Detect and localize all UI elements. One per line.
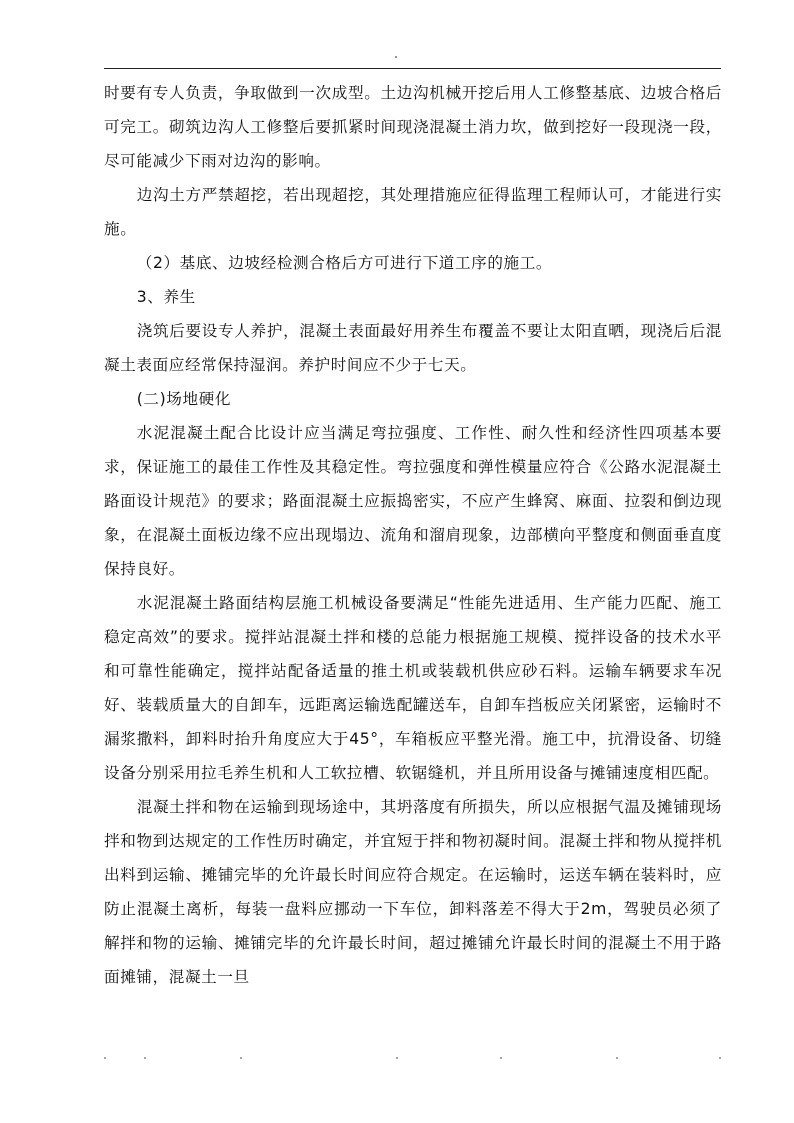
paragraph-continued: 时要有专人负责，争取做到一次成型。土边沟机械开挖后用人工修整基底、边坡合格后可完工。砌筑边沟人工修整后要抓紧时间现浇混凝土消力坎，做到挖好一段现浇一段，尽可能减少下雨对边沟的影响。	[104, 84, 722, 170]
footer-marks	[104, 1057, 721, 1061]
paragraph: 浇筑后要设专人养护，混凝土表面最好用养生布覆盖不要让太阳直晒，现浇后后混凝土表面应经常保持湿润。养护时间应不少于七天。	[104, 322, 722, 374]
header-rule	[104, 68, 721, 69]
paragraph: 水泥混凝土配合比设计应当满足弯拉强度、工作性、耐久性和经济性四项基本要求，保证施工的最佳工作性及其稳定性。弯拉强度和弹性模量应符合《公路水泥混凝土路面设计规范》的要求；路面混凝土应振捣密实，不应产生蜂窝、麻面、拉裂和倒边现象，在混凝土面板边缘不应出现塌边、流角和溜肩现象，边部横向平整度和侧面垂直度保持良好。	[104, 424, 722, 578]
header-mark	[395, 56, 397, 58]
paragraph: 混凝土拌和物在运输到现场途中，其坍落度有所损失，所以应根据气温及摊铺现场拌和物到达规定的工作性历时确定，并宜短于拌和物初凝时间。混凝土拌和物从搅拌机出料到运输、摊铺完毕的允许最长时间应符合规定。在运输时，运送车辆在装料时，应防止混凝土离析，每装一盘料应挪动一下车位，卸料落差不得大于2m，驾驶员必须了解拌和物的运输、摊铺完毕的允许最长时间，超过摊铺允许最长时间的混凝土不用于路面摊铺，混凝土一旦	[104, 798, 722, 986]
paragraph: （2）基底、边坡经检测合格后方可进行下道工序的施工。	[136, 254, 553, 272]
section-heading: 3、养生	[136, 288, 196, 306]
section-heading: (二)场地硬化	[136, 390, 232, 408]
paragraph: 边沟土方严禁超挖，若出现超挖，其处理措施应征得监理工程师认可，才能进行实施。	[104, 186, 722, 238]
document-body	[104, 76, 722, 994]
paragraph: 水泥混凝土路面结构层施工机械设备要满足“性能先进适用、生产能力匹配、施工稳定高效”的要求。搅拌站混凝土拌和楼的总能力根据施工规模、搅拌设备的技术水平和可靠性能确定，搅拌站配备适量的推土机或装载机供应砂石料。运输车辆要求车况好、装载质量大的自卸车，远距离运输选配罐送车，自卸车挡板应关闭紧密，运输时不漏浆撒料，卸料时抬升角度应大于45°，车箱板应平整光滑。施工中，抗滑设备、切缝设备分别采用拉毛养生机和人工软拉槽、软锯缝机，并且所用设备与摊铺速度相匹配。	[104, 594, 722, 782]
